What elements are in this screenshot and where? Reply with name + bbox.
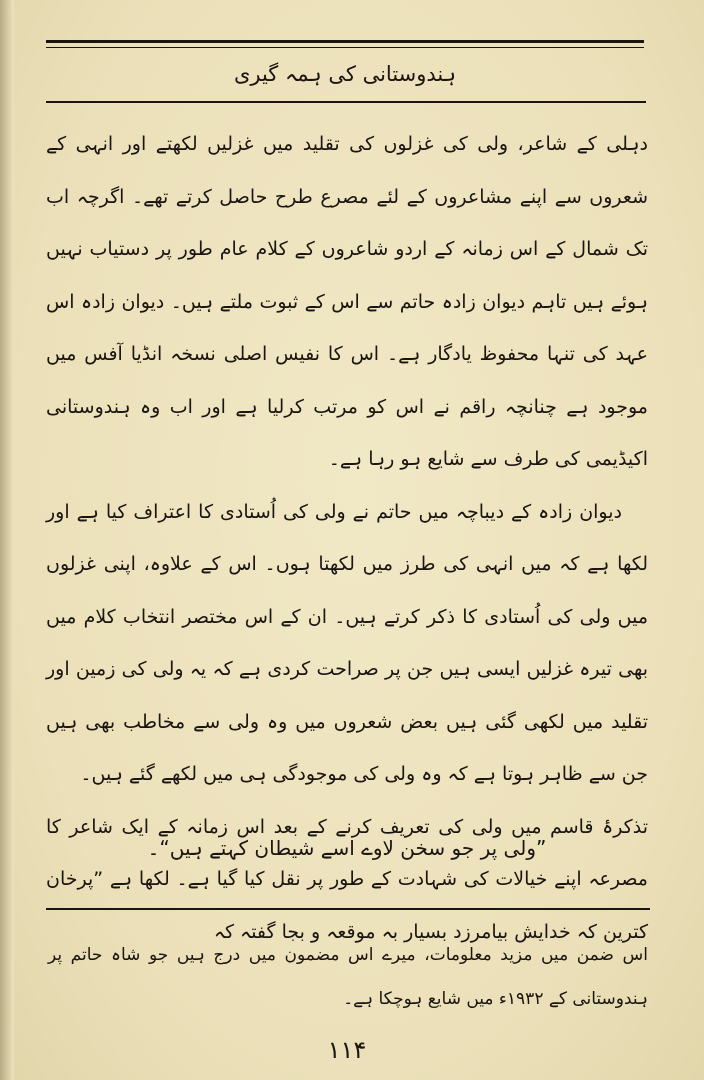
head-rule <box>46 101 646 103</box>
running-head: ہندوستانی کی ہمہ گیری <box>233 62 457 86</box>
body-text <box>46 118 648 958</box>
paragraph-3: تذکرۂ قاسم میں ولی کی تعریف کرنے کے بعد اس زمانہ کے ایک شاعر کا مصرعہ اپنے خیالات کی شہادت کے طور پر نقل کیا گیا ہے۔ لکھا ہے ”پرخان کترین کہ خدایش بیامرزد بسیار بہ موقعہ و بجا گفتہ کہ <box>46 815 648 943</box>
top-rule-thin <box>46 47 644 48</box>
footnote-text: اس ضمن میں مزید معلومات، میرے اس مضمون میں درج ہیں جو شاہ حاتم پر ہندوستانی کے ۱۹۳۲ء میں شایع ہوچکا ہے۔ <box>48 945 648 1009</box>
paragraph-2: دیوان زادہ کے دیباچہ میں حاتم نے ولی کی اُستادی کا اعتراف کیا ہے اور لکھا ہے کہ میں انہی کی طرز میں لکھتا ہوں۔ اس کے علاوہ، اپنی غزلوں میں ولی کی اُستادی کا ذکر کرتے ہیں۔ ان کے اس مختصر انتخاب کلام میں بھی تیرہ غزلیں ایسی ہیں جن پر صراحت کردی ہے کہ یہ ولی کی زمین اور تقلید میں لکھی گئی ہیں بعض شعروں میں وہ ولی سے مخاطب بھی ہیں جن سے ظاہر ہوتا ہے کہ وہ ولی کی موجودگی ہی میں لکھے گئے ہیں۔ <box>46 500 648 785</box>
book-spine-shadow <box>0 0 14 1080</box>
top-rule-thick <box>46 40 644 43</box>
page-number: ۱۱۴ <box>327 1036 367 1064</box>
quoted-verse: ”ولی پر جو سخن لاوے اسے شیطان کہتے ہیں“۔ <box>147 836 547 860</box>
footnote-rule <box>46 908 650 910</box>
footnote <box>48 933 648 1021</box>
paragraph-1: دہلی کے شاعر، ولی کی غزلوں کی تقلید میں غزلیں لکھتے اور انہی کے شعروں سے اپنے مشاعروں کے لئے مصرع طرح حاصل کرتے تھے۔ اگرچہ اب تک شمال کے اس زمانہ کے اردو شاعروں کے کلام عام طور پر دستیاب نہیں ہوئے ہیں تاہم دیوان زادہ حاتم سے اس کے ثبوت ملتے ہیں۔ دیوان زادہ اس عہد کی تنہا محفوظ یادگار ہے۔ اس کا نفیس اصلی نسخہ انڈیا آفس میں موجود ہے چنانچہ راقم نے اس کو مرتب کرلیا ہے اور اب وہ ہندوستانی اکیڈیمی کی طرف سے شایع ہو رہا ہے۔ <box>46 133 648 470</box>
